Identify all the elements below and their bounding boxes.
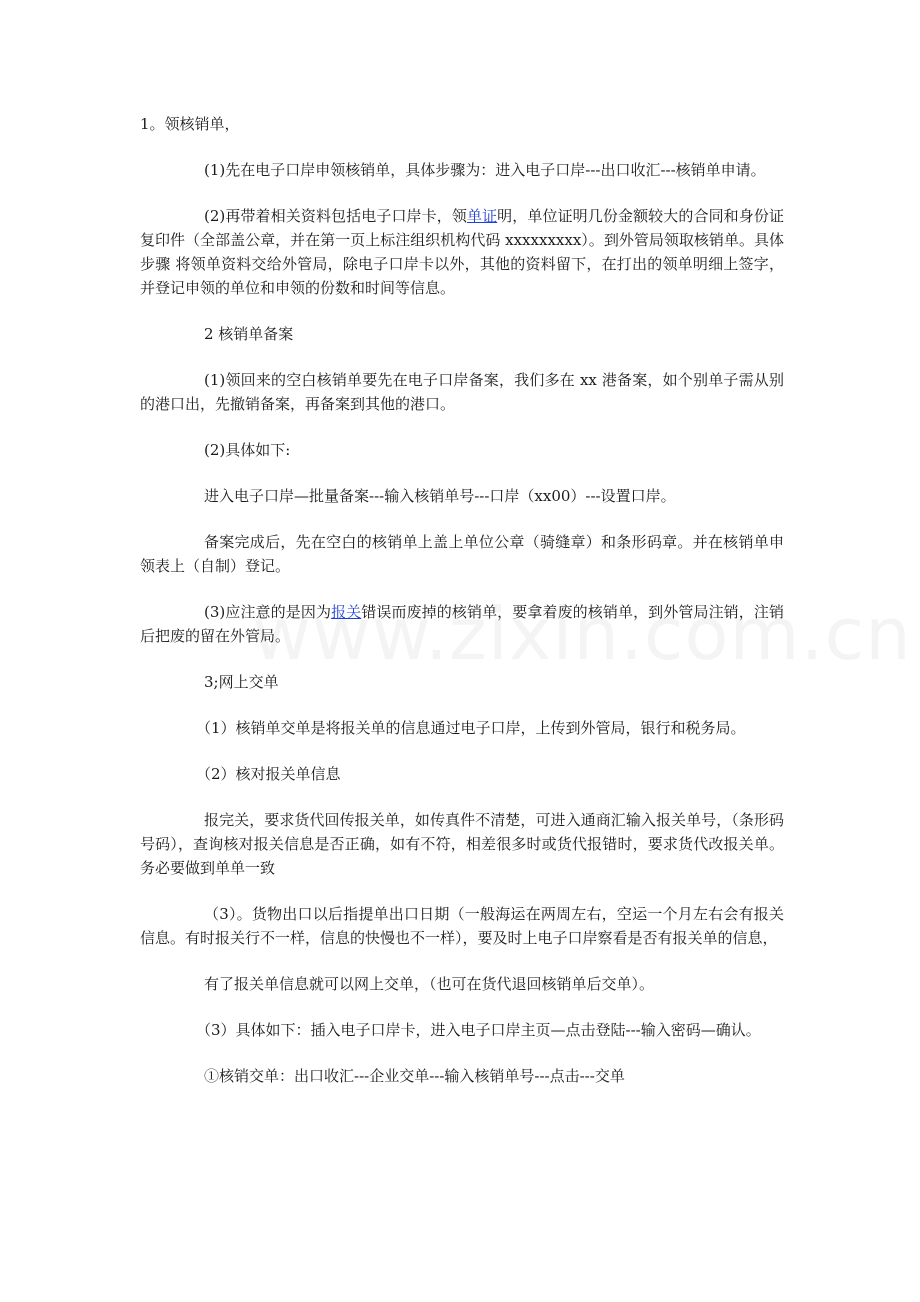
paragraph-details-label: (2)具体如下: bbox=[204, 441, 291, 459]
section-heading-1: 1。领核销单， bbox=[140, 115, 240, 133]
paragraph-verify-details: 报完关，要求货代回传报关单，如传真件不清楚，可进入通商汇输入报关单号，（条形码号码），查询核对报关信息是否正确，如有不符，相差很多时或货代报错时，要求货代改报关单。务必要做到单单一致 bbox=[140, 811, 784, 877]
section-heading-3: 3;网上交单 bbox=[204, 673, 279, 691]
paragraph-online-submit: 有了报关单信息就可以网上交单，（也可在货代退回核销单后交单）。 bbox=[204, 975, 655, 993]
paragraph-submission: （1）核销单交单是将报关单的信息通过电子口岸，上传到外管局，银行和税务局。 bbox=[196, 719, 746, 737]
paragraph-text: (3)应注意的是因为 bbox=[204, 603, 332, 621]
paragraph-after-filing: 备案完成后，先在空白的核销单上盖上单位公章（骑缝章）和条形码章。并在核销单申领表上（自制）登记。 bbox=[140, 533, 784, 575]
paragraph-void-forms bbox=[140, 600, 784, 648]
paragraph-required-documents bbox=[140, 204, 784, 300]
paragraph-filing: (1)领回来的空白核销单要先在电子口岸备案，我们多在 xx 港备案，如个别单子需从别的港口出，先撤销备案，再备案到其他的港口。 bbox=[140, 371, 784, 413]
paragraph-login-steps: （3）具体如下：插入电子口岸卡，进入电子口岸主页—点击登陆---输入密码—确认。 bbox=[196, 1021, 761, 1039]
paragraph-text: 明，单位证明几份金额较大的合同和身份证复印件（全部盖公章，并在第一页上标注组织机构代码 xxxxxxxxx）。到外管局领取核销单。具体步骤 将领单资料交给外管局，除电子口岸卡以外，其他的资料留下，在打出的领单明细上签字，并登记申领的单位和申领的份数和时间等信息。 bbox=[140, 207, 784, 297]
link-danzheng[interactable]: 单证 bbox=[466, 207, 498, 225]
paragraph-export-date: （3）。货物出口以后指提单出口日期（一般海运在两周左右，空运一个月左右会有报关信息。有时报关行不一样，信息的快慢也不一样），要及时上电子口岸察看是否有报关单的信息， bbox=[140, 905, 784, 947]
section-heading-2: 2 核销单备案 bbox=[204, 325, 294, 343]
paragraph-verify-label: （2）核对报关单信息 bbox=[196, 765, 341, 783]
paragraph-text: 错误而废掉的核销单，要拿着废的核销单，到外管局注销，注销后把废的留在外管局。 bbox=[140, 603, 784, 645]
paragraph-apply-online: (1)先在电子口岸申领核销单，具体步骤为：进入电子口岸---出口收汇---核销单申请。 bbox=[204, 161, 766, 179]
paragraph-filing-steps: 进入电子口岸—批量备案---输入核销单号---口岸（xx00）---设置口岸。 bbox=[204, 487, 676, 505]
link-baoguan[interactable]: 报关 bbox=[331, 603, 362, 621]
paragraph-submit-steps: ①核销交单：出口收汇---企业交单---输入核销单号---点击---交单 bbox=[204, 1067, 625, 1085]
document-body bbox=[140, 112, 784, 1110]
paragraph-text: (2)再带着相关资料包括电子口岸卡，领 bbox=[204, 207, 467, 225]
